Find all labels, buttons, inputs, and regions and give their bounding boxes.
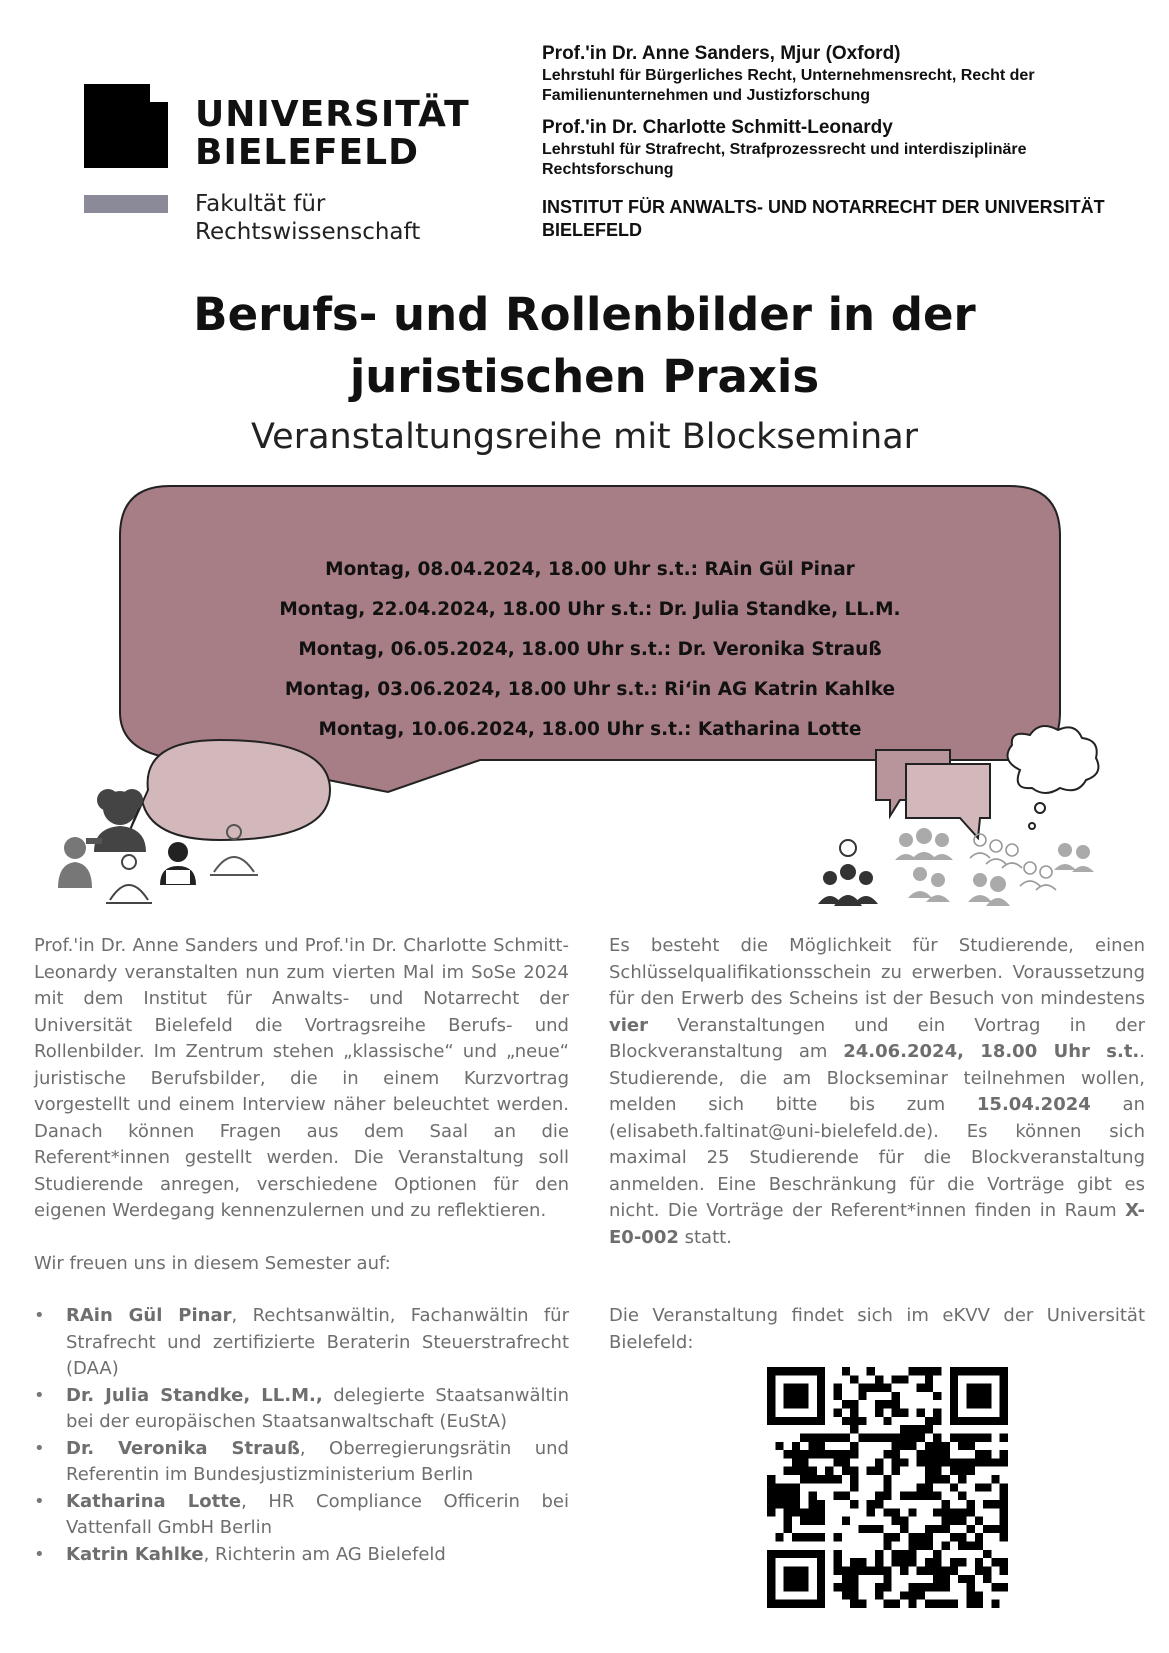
bold-span: X-E0-002 [609, 1200, 1145, 1248]
intro-paragraph: Prof.'in Dr. Anne Sanders und Prof.'in Dr. Charlotte Schmitt-Leonardy veranstalten nun zum vierten Mal im SoSe 2024 mit dem Institut für Anwalts- und Notarrecht der Universität Bielefeld die Vortragsreihe Berufs- und Rollenbilder. Im Zentrum stehen „klassische“ und „neue“ juristische Berufsbilder, die in einem Kurzvortrag vorgestellt und einem Interview näher beleuchtet werden. Danach können Fragen aus dem Saal an die Referent*innen gestellt werden. Die Veranstaltung soll Studierende anregen, verschiedene Optionen für den eigenen Werdegang kennenzulernen und zu reflektieren. [34, 935, 569, 1221]
speaker-item [34, 1303, 569, 1383]
event-date-1: Montag, 08.04.2024, 18.00 Uhr s.t.: RAin Gül Pinar [325, 559, 855, 580]
meditation-icon [106, 855, 152, 903]
speaker-desc: , Rechtsanwältin, Fachanwältin für Strafrecht und zertifizierte Beraterin Steuerstrafrecht (DAA) [66, 1305, 569, 1379]
faculty-line2: Rechtswissenschaft [195, 219, 421, 245]
speaker-name: RAin Gül Pinar [66, 1305, 232, 1326]
speaker-name: Katrin Kahlke [66, 1543, 204, 1565]
bullet-icon: • [34, 1437, 45, 1459]
text-span: . Studierende, die am Blockseminar teilnehmen wollen, melden sich bitte bis zum [609, 1041, 1145, 1115]
speaker-list [34, 1303, 569, 1568]
speaker-desc: , Richterin am AG Bielefeld [203, 1543, 446, 1565]
text-span: an (elisabeth.faltinat@uni-bielefeld.de). Es können sich maximal 25 Studierende für die Blockveranstaltung anmelden. Eine Beschränkung für die Vorträge gibt es nicht. Die Vorträge der Referent*innen finden in Raum [609, 1094, 1145, 1221]
event-date-2: Montag, 22.04.2024, 18.00 Uhr s.t.: Dr. Julia Standke, LL.M. [279, 599, 901, 620]
qr-code[interactable] [767, 1367, 1008, 1608]
event-date-3: Montag, 06.05.2024, 18.00 Uhr s.t.: Dr. Veronika Strauß [298, 639, 882, 660]
prof1-chair: Lehrstuhl für Bürgerliches Recht, Unternehmensrecht, Recht der Familienunternehmen und Justizforschung [542, 67, 1035, 104]
small-speech-bubble [130, 740, 330, 840]
prof2-name: Prof.'in Dr. Charlotte Schmitt-Leonardy [542, 117, 893, 138]
speaker-name: Dr. Julia Standke, LL.M., [66, 1384, 323, 1406]
event-date-5: Montag, 10.06.2024, 18.00 Uhr s.t.: Katharina Lotte [318, 719, 862, 740]
ekvv-paragraph: Die Veranstaltung findet sich im eKVV der Universität Bielefeld: [609, 1305, 1145, 1353]
event-date-4: Montag, 03.06.2024, 18.00 Uhr s.t.: Ri‘in AG Katrin Kahlke [284, 679, 896, 700]
speaker-item [34, 1436, 569, 1489]
page-subtitle: Veranstaltungsreihe mit Blockseminar [250, 417, 919, 457]
bold-span: 24.06.2024, 18.00 Uhr s.t. [843, 1041, 1140, 1062]
chat-bubbles-icon [876, 750, 990, 838]
speaker-name: Dr. Veronika Strauß [66, 1437, 300, 1459]
idea-group-icon [818, 840, 878, 906]
prof2-chair: Lehrstuhl für Strafrecht, Strafprozessrecht und interdisziplinäre Rechtsforschung [542, 141, 1027, 178]
speaker-item [34, 1383, 569, 1436]
person-laptop-icon [160, 842, 196, 885]
speaker-desc: , Oberregierungsrätin und Referentin im Bundesjustizministerium Berlin [66, 1437, 569, 1485]
university-name-line2: BIELEFELD [195, 132, 419, 173]
text-span: Veranstaltungen und ein Vortrag in der Blockveranstaltung am [609, 1014, 1145, 1062]
text-span: Es besteht die Möglichkeit für Studierende, einen Schlüsselqualifikationsschein zu erwerben. Voraussetzung für den Erwerb des Scheins ist der Besuch von mindestens [609, 935, 1145, 1009]
bold-span: vier [609, 1014, 648, 1036]
faculty-line1: Fakultät für [195, 191, 326, 217]
institute-name: INSTITUT FÜR ANWALTS- UND NOTARRECHT DER UNIVERSITÄT BIELEFELD [542, 197, 1105, 240]
left-column [34, 933, 569, 1568]
bullet-icon: • [34, 1543, 45, 1565]
speaker-desc: , HR Compliance Officerin bei Vattenfall GmbH Berlin [66, 1490, 569, 1538]
right-column [609, 933, 1145, 1356]
bullet-icon: • [34, 1384, 45, 1406]
certificate-paragraph [609, 933, 1145, 1251]
event-dates [120, 550, 1060, 750]
bullet-icon: • [34, 1490, 45, 1512]
speaker-desc: delegierte Staatsanwältin bei der europäischen Staatsanwaltschaft (EuStA) [66, 1384, 569, 1432]
bullet-icon: • [34, 1305, 45, 1326]
speaker-name: Katharina Lotte [66, 1490, 242, 1512]
text-span: statt. [678, 1226, 732, 1248]
speaker-item [34, 1489, 569, 1542]
bold-span: 15.04.2024 [976, 1094, 1091, 1115]
title-line2: juristischen Praxis [349, 350, 820, 403]
speaker-item [34, 1542, 569, 1569]
title-line1: Berufs- und Rollenbilder in der [193, 288, 976, 341]
prof1-name: Prof.'in Dr. Anne Sanders, Mjur (Oxford) [542, 43, 901, 64]
university-name-line1: UNIVERSITÄT [195, 94, 470, 135]
welcome-text: Wir freuen uns in diesem Semester auf: [34, 1252, 391, 1274]
